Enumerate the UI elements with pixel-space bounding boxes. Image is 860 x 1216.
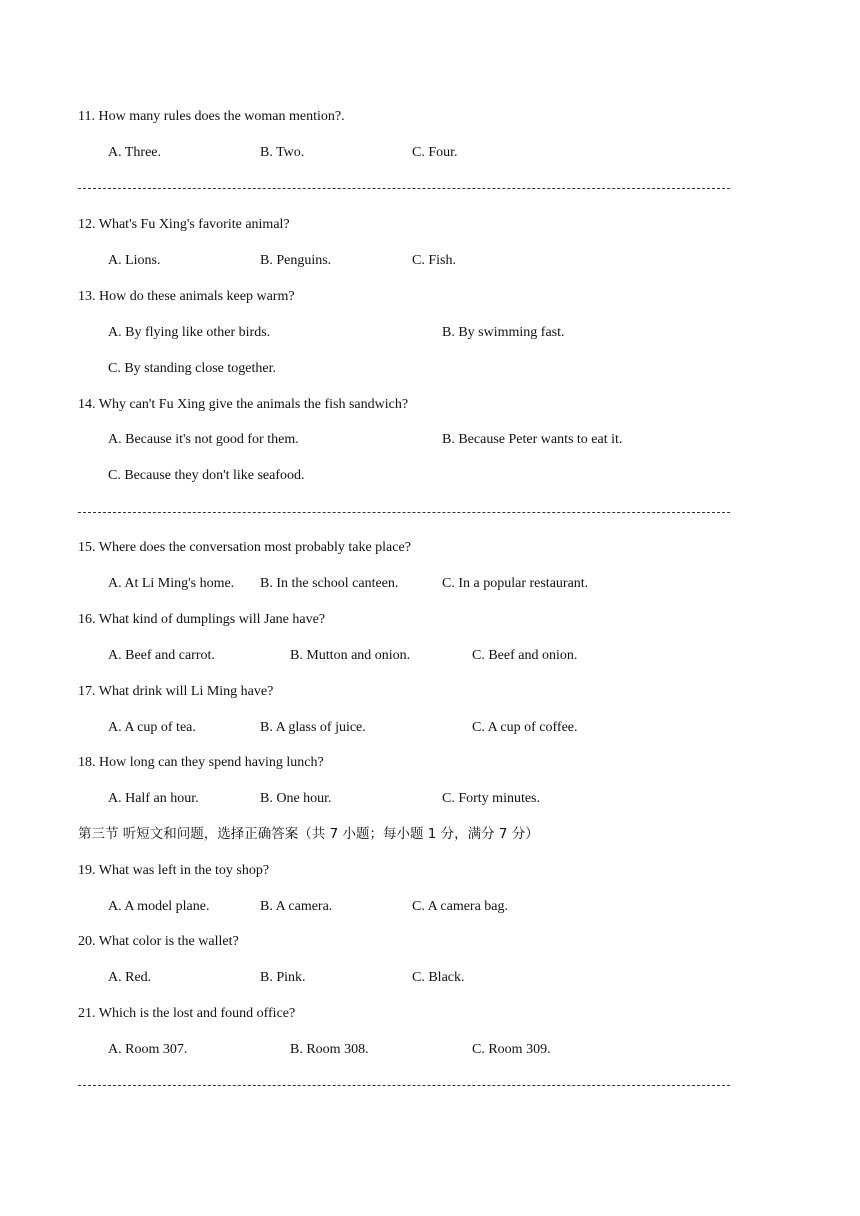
q16-option-a: A. Beef and carrot. [108,648,215,663]
separator-line [78,512,730,513]
q11-option-c: C. Four. [412,145,458,160]
question-15: 15. Where does the conversation most probably take place? [78,540,411,555]
question-19: 19. What was left in the toy shop? [78,863,270,878]
q21-option-c: C. Room 309. [472,1042,551,1057]
q14-option-b: B. Because Peter wants to eat it. [442,432,623,447]
question-12: 12. What's Fu Xing's favorite animal? [78,217,290,232]
question-21: 21. Which is the lost and found office? [78,1006,296,1021]
q15-option-a: A. At Li Ming's home. [108,576,235,591]
q13-option-a: A. By flying like other birds. [108,325,271,340]
q18-option-a: A. Half an hour. [108,791,199,806]
q15-option-c: C. In a popular restaurant. [442,576,589,591]
section-3-heading: 第三节 听短文和问题，选择正确答案（共 7 小题；每小题 1 分，满分 7 分） [78,826,539,842]
q20-option-a: A. Red. [108,970,152,985]
question-20: 20. What color is the wallet? [78,934,239,949]
question-16: 16. What kind of dumplings will Jane have? [78,612,326,627]
q13-option-b: B. By swimming fast. [442,325,565,340]
separator-line [78,1085,730,1086]
q17-option-b: B. A glass of juice. [260,720,366,735]
q18-option-c: C. Forty minutes. [442,791,541,806]
q20-option-c: C. Black. [412,970,465,985]
q17-option-a: A. A cup of tea. [108,720,196,735]
q12-option-a: A. Lions. [108,253,161,268]
separator-line [78,188,730,189]
q18-option-b: B. One hour. [260,791,332,806]
q13-option-c: C. By standing close together. [108,361,276,376]
q11-option-b: B. Two. [260,145,305,160]
q16-option-b: B. Mutton and onion. [290,648,411,663]
q15-option-b: B. In the school canteen. [260,576,399,591]
question-17: 17. What drink will Li Ming have? [78,684,274,699]
q14-option-c: C. Because they don't like seafood. [108,468,305,483]
question-14: 14. Why can't Fu Xing give the animals the fish sandwich? [78,397,409,412]
q19-option-a: A. A model plane. [108,899,210,914]
q20-option-b: B. Pink. [260,970,306,985]
question-11: 11. How many rules does the woman mention?. [78,109,345,124]
question-18: 18. How long can they spend having lunch? [78,755,324,770]
q21-option-a: A. Room 307. [108,1042,188,1057]
q19-option-b: B. A camera. [260,899,333,914]
q16-option-c: C. Beef and onion. [472,648,578,663]
q14-option-a: A. Because it's not good for them. [108,432,299,447]
q19-option-c: C. A camera bag. [412,899,509,914]
q17-option-c: C. A cup of coffee. [472,720,578,735]
question-13: 13. How do these animals keep warm? [78,289,295,304]
q12-option-c: C. Fish. [412,253,456,268]
q21-option-b: B. Room 308. [290,1042,369,1057]
q11-option-a: A. Three. [108,145,161,160]
q12-option-b: B. Penguins. [260,253,332,268]
